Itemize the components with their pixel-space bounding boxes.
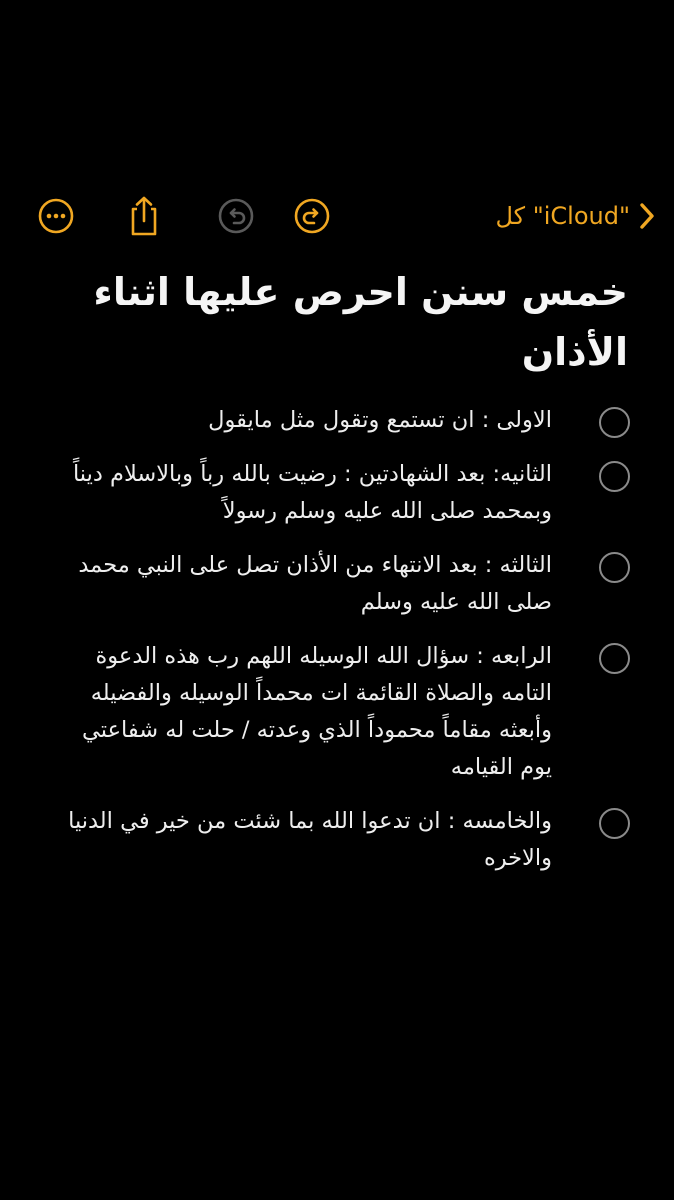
share-button[interactable] xyxy=(122,190,166,242)
back-label: كل "iCloud" xyxy=(495,202,630,230)
checklist-item-text[interactable]: الثانيه: بعد الشهادتين : رضيت بالله رباً وبالاسلام ديناً وبمحمد صلى الله عليه وسلم رسولاً xyxy=(72,461,552,524)
notes-toolbar xyxy=(0,190,674,242)
redo-icon xyxy=(292,196,332,236)
checklist-item-text[interactable]: والخامسه : ان تدعوا الله بما شئت من خير في الدنيا والاخره xyxy=(68,808,552,871)
checkbox-circle-icon[interactable] xyxy=(599,552,630,583)
checkbox-circle-icon[interactable] xyxy=(599,461,630,492)
checklist-item xyxy=(52,638,592,786)
more-button[interactable] xyxy=(34,190,78,242)
chevron-left-icon xyxy=(638,201,656,231)
checklist-item xyxy=(52,803,592,877)
checkbox-circle-icon[interactable] xyxy=(599,643,630,674)
share-icon xyxy=(124,194,164,238)
checklist-item xyxy=(52,402,592,439)
checklist-item xyxy=(52,547,592,621)
checklist xyxy=(52,402,592,894)
redo-button[interactable] xyxy=(290,190,334,242)
checklist-item-text[interactable]: الاولى : ان تستمع وتقول مثل مايقول xyxy=(208,407,552,433)
ellipsis-circle-icon xyxy=(36,196,76,236)
note-title[interactable]: خمس سنن احرص عليها اثناء الأذان xyxy=(93,270,628,374)
checklist-item-text[interactable]: الثالثه : بعد الانتهاء من الأذان تصل على النبي محمد صلى الله عليه وسلم xyxy=(78,552,552,615)
checklist-item-text[interactable]: الرابعه : سؤال الله الوسيله اللهم رب هذه الدعوة التامه والصلاة القائمة ات محمداً الوسيله والفضيله وأبعثه مقاماً محموداً الذي وعدته / حلت له شفاعتي يوم القيامه xyxy=(82,643,552,780)
checkbox-circle-icon[interactable] xyxy=(599,407,630,438)
undo-icon xyxy=(216,196,256,236)
undo-button[interactable] xyxy=(214,190,258,242)
checklist-item xyxy=(52,456,592,530)
back-button[interactable] xyxy=(495,190,656,242)
checkbox-circle-icon[interactable] xyxy=(599,808,630,839)
